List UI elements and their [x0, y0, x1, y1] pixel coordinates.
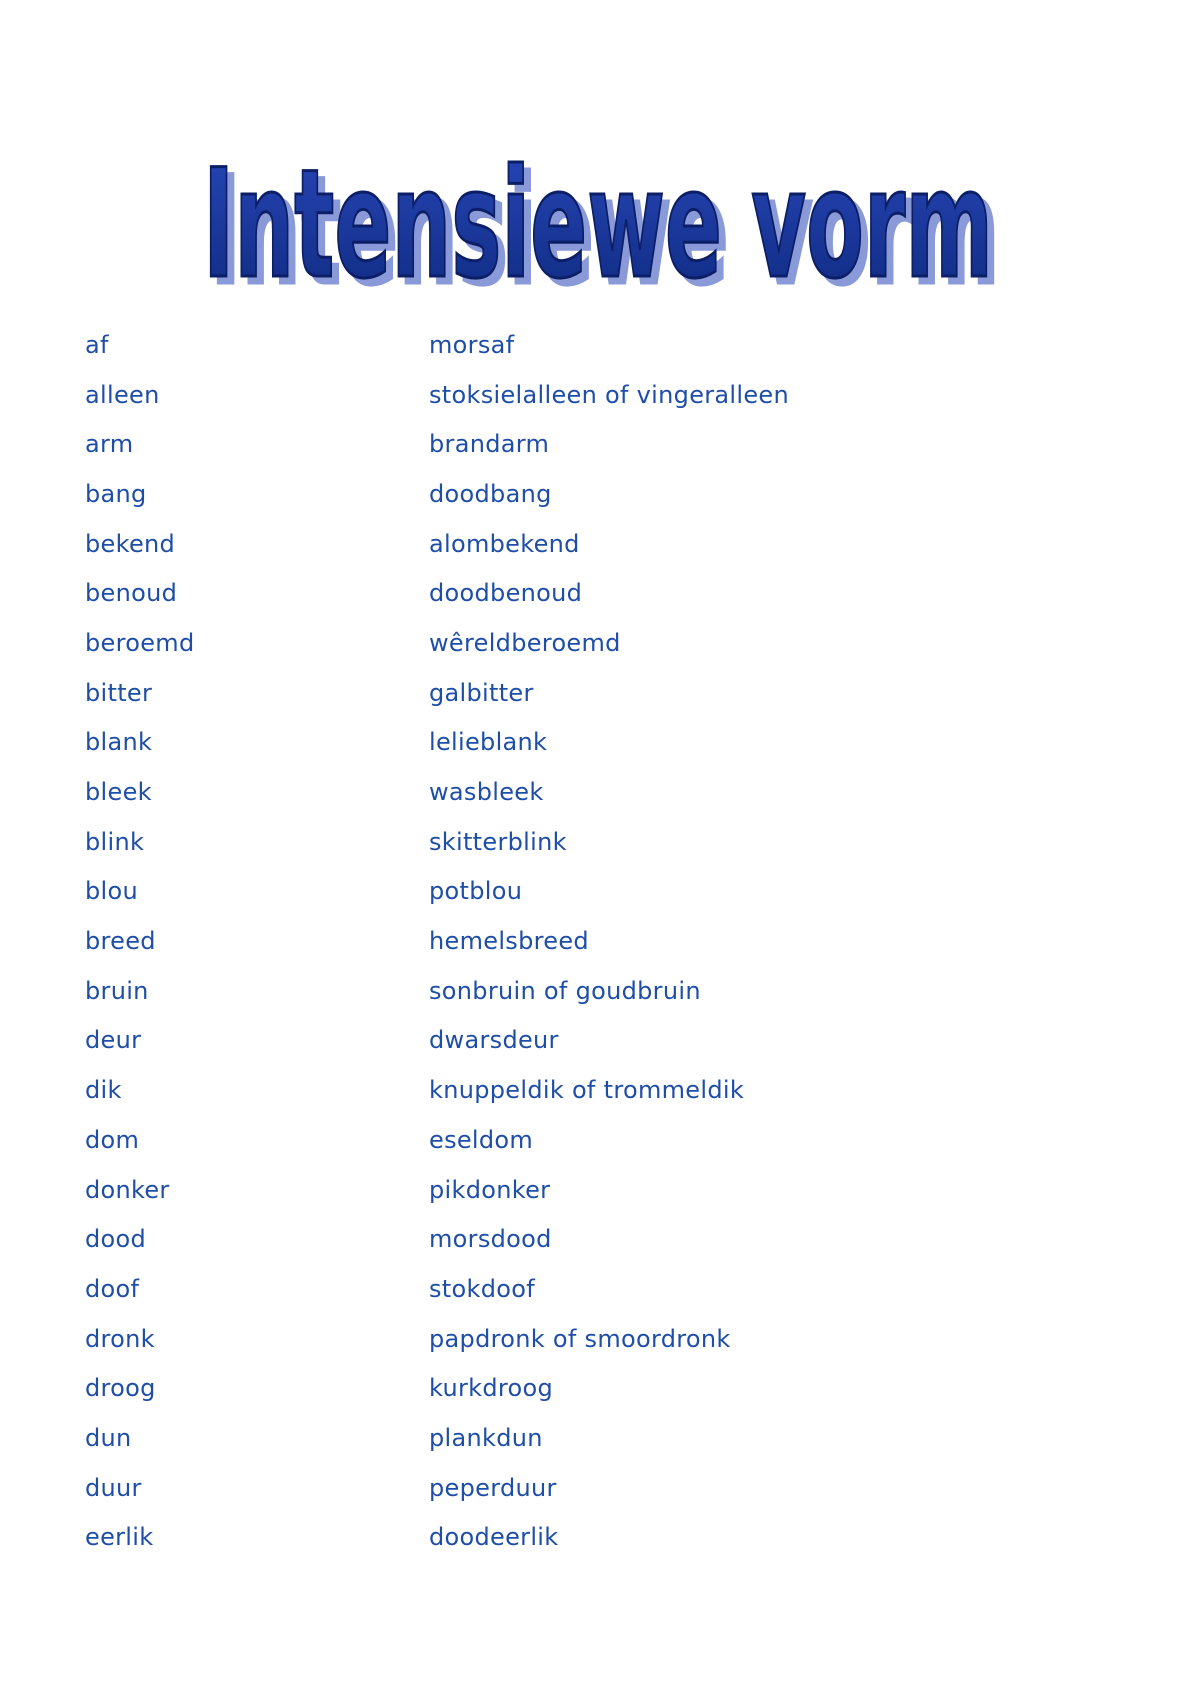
intensive-form: doodbang [429, 479, 552, 508]
page-title [150, 118, 1050, 303]
word-row [85, 469, 1085, 519]
base-word: donker [85, 1175, 170, 1204]
base-word: deur [85, 1026, 142, 1055]
intensive-form: peperduur [429, 1473, 557, 1502]
word-row [85, 668, 1085, 718]
word-row [85, 568, 1085, 618]
base-word: dom [85, 1125, 140, 1154]
base-word: dik [85, 1076, 122, 1105]
word-row [85, 916, 1085, 966]
base-word: blink [85, 827, 145, 856]
intensive-form: doodeerlik [429, 1523, 559, 1552]
word-row [85, 1314, 1085, 1364]
word-row [85, 1513, 1085, 1563]
page-title-text: Intensiewe vorm [203, 138, 993, 303]
word-row [85, 1115, 1085, 1165]
base-word: bekend [85, 529, 176, 558]
intensive-form: plankdun [429, 1423, 543, 1452]
intensive-form: morsaf [429, 330, 515, 359]
base-word: duur [85, 1473, 142, 1502]
intensive-form: morsdood [429, 1225, 552, 1254]
page-title-art [150, 118, 1050, 303]
base-word: bruin [85, 976, 149, 1005]
base-word: bitter [85, 678, 153, 707]
base-word: blou [85, 877, 138, 906]
word-row [85, 519, 1085, 569]
intensive-form: dwarsdeur [429, 1026, 559, 1055]
intensive-form: wêreldberoemd [429, 628, 621, 657]
intensive-form: papdronk of smoordronk [429, 1324, 731, 1353]
word-row [85, 1413, 1085, 1463]
base-word: af [85, 330, 109, 359]
intensive-form: alombekend [429, 529, 580, 558]
intensive-form: eseldom [429, 1125, 534, 1154]
word-row [85, 419, 1085, 469]
base-word: alleen [85, 380, 160, 409]
word-row [85, 370, 1085, 420]
word-row [85, 1363, 1085, 1413]
intensive-form: pikdonker [429, 1175, 551, 1204]
intensive-form: kurkdroog [429, 1374, 554, 1403]
intensive-form: doodbenoud [429, 579, 583, 608]
intensive-form: potblou [429, 877, 523, 906]
base-word: doof [85, 1274, 140, 1303]
base-word: bleek [85, 778, 152, 807]
word-row [85, 1165, 1085, 1215]
intensive-form: sonbruin of goudbruin [429, 976, 701, 1005]
intensive-form: stokdoof [429, 1274, 535, 1303]
intensive-form: skitterblink [429, 827, 567, 856]
base-word: blank [85, 728, 153, 757]
word-row [85, 1264, 1085, 1314]
intensive-form: wasbleek [429, 778, 544, 807]
base-word: breed [85, 927, 156, 956]
intensive-form: hemelsbreed [429, 927, 589, 956]
word-row [85, 817, 1085, 867]
word-row [85, 1016, 1085, 1066]
page-title-shadow: Intensiewe vorm [210, 145, 1000, 303]
base-word: dood [85, 1225, 147, 1254]
word-row [85, 1463, 1085, 1513]
word-list [85, 320, 1085, 1562]
word-row [85, 718, 1085, 768]
intensive-form: knuppeldik of trommeldik [429, 1076, 745, 1105]
intensive-form: brandarm [429, 430, 550, 459]
word-row [85, 767, 1085, 817]
base-word: bang [85, 479, 147, 508]
base-word: droog [85, 1374, 156, 1403]
word-row [85, 1065, 1085, 1115]
base-word: eerlik [85, 1523, 154, 1552]
word-row [85, 618, 1085, 668]
intensive-form: stoksielalleen of vingeralleen [429, 380, 790, 409]
word-row [85, 320, 1085, 370]
word-row [85, 1214, 1085, 1264]
base-word: arm [85, 430, 134, 459]
word-row [85, 966, 1085, 1016]
word-row [85, 867, 1085, 917]
base-word: benoud [85, 579, 178, 608]
base-word: dun [85, 1423, 132, 1452]
intensive-form: galbitter [429, 678, 534, 707]
base-word: beroemd [85, 628, 195, 657]
intensive-form: lelieblank [429, 728, 548, 757]
base-word: dronk [85, 1324, 155, 1353]
